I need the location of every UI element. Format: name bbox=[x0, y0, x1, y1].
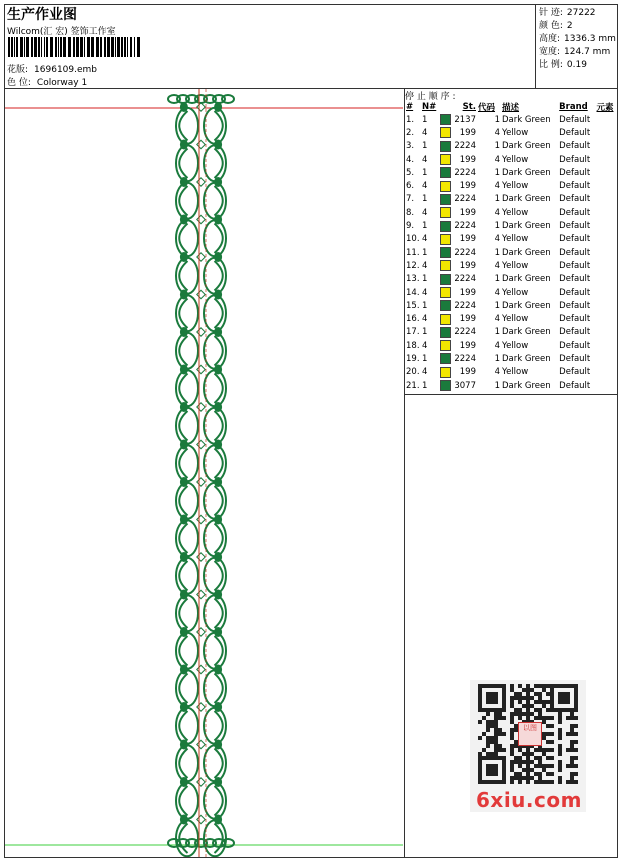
col-stitches: St. bbox=[462, 102, 476, 112]
table-row bbox=[405, 126, 617, 139]
cell-index: 8. bbox=[406, 207, 415, 218]
stats-panel bbox=[535, 4, 618, 88]
cell-swatch bbox=[439, 366, 453, 379]
cell-stitches: 2224 bbox=[454, 247, 476, 258]
cell-index: 1. bbox=[406, 114, 415, 125]
cell-element bbox=[596, 379, 618, 392]
cell-needle: 1 bbox=[422, 114, 428, 125]
stat-stitches: 针 迹: 27222 bbox=[539, 8, 596, 18]
cell-element bbox=[596, 312, 618, 325]
table-row bbox=[405, 352, 617, 365]
cell-swatch bbox=[439, 193, 453, 206]
col-description: 描述 bbox=[502, 103, 520, 113]
cell-element bbox=[596, 352, 618, 365]
cell-index: 16. bbox=[406, 314, 420, 325]
cell-stitches: 199 bbox=[459, 181, 476, 192]
cell-stitches: 3077 bbox=[454, 380, 476, 391]
cell-description: Dark Green bbox=[502, 194, 551, 205]
table-row bbox=[405, 326, 617, 339]
table-bottom-divider bbox=[404, 394, 618, 395]
design-file-label: 花版: bbox=[7, 65, 29, 75]
cell-element bbox=[596, 126, 618, 139]
cell-description: Dark Green bbox=[502, 167, 551, 178]
colorway-value: Colorway 1 bbox=[36, 78, 88, 88]
cell-code: 4 bbox=[494, 260, 500, 271]
colorway-line bbox=[7, 75, 87, 88]
cell-code: 1 bbox=[494, 274, 500, 285]
design-file-line bbox=[7, 62, 97, 75]
color-swatch bbox=[440, 300, 451, 311]
cell-index: 19. bbox=[406, 353, 420, 364]
cell-swatch bbox=[439, 126, 453, 139]
cell-code: 4 bbox=[494, 181, 500, 192]
table-header-row bbox=[405, 101, 617, 113]
cell-needle: 4 bbox=[422, 234, 428, 245]
col-swatch bbox=[439, 101, 453, 113]
table-row bbox=[405, 246, 617, 259]
cell-index: 7. bbox=[406, 194, 415, 205]
cell-element bbox=[596, 233, 618, 246]
cell-code: 4 bbox=[494, 234, 500, 245]
cell-index: 4. bbox=[406, 154, 415, 165]
barcode bbox=[8, 37, 140, 57]
cell-swatch bbox=[439, 286, 453, 299]
cell-index: 2. bbox=[406, 127, 415, 138]
cell-stitches: 199 bbox=[459, 207, 476, 218]
cell-code: 4 bbox=[494, 207, 500, 218]
color-swatch bbox=[440, 287, 451, 298]
color-swatch bbox=[440, 141, 451, 152]
cell-description: Yellow bbox=[502, 234, 529, 245]
cell-description: Yellow bbox=[502, 181, 529, 192]
color-swatch bbox=[440, 260, 451, 271]
embroidery-design bbox=[5, 89, 403, 857]
cell-needle: 1 bbox=[422, 380, 428, 391]
cell-needle: 1 bbox=[422, 221, 428, 232]
cell-element bbox=[596, 206, 618, 219]
cell-code: 1 bbox=[494, 167, 500, 178]
cell-index: 12. bbox=[406, 260, 420, 271]
cell-swatch bbox=[439, 179, 453, 192]
cell-needle: 4 bbox=[422, 340, 428, 351]
table-row bbox=[405, 339, 617, 352]
cell-code: 4 bbox=[494, 127, 500, 138]
color-swatch bbox=[440, 314, 451, 325]
cell-brand: Default bbox=[559, 167, 591, 178]
cell-swatch bbox=[439, 246, 453, 259]
stat-scale: 比 例: 0.19 bbox=[539, 60, 587, 70]
watermark-text: 6xiu.com bbox=[476, 788, 582, 812]
cell-description: Yellow bbox=[502, 260, 529, 271]
cell-code: 1 bbox=[494, 353, 500, 364]
color-swatch bbox=[440, 274, 451, 285]
cell-swatch bbox=[439, 312, 453, 325]
cell-index: 18. bbox=[406, 340, 420, 351]
cell-brand: Default bbox=[559, 234, 591, 245]
cell-description: Dark Green bbox=[502, 221, 551, 232]
page-title: 生产作业图 bbox=[7, 7, 77, 23]
cell-index: 15. bbox=[406, 300, 420, 311]
color-swatch bbox=[440, 194, 451, 205]
cell-index: 20. bbox=[406, 367, 420, 378]
col-index: # bbox=[406, 102, 414, 112]
cell-index: 13. bbox=[406, 274, 420, 285]
cell-stitches: 199 bbox=[459, 154, 476, 165]
cell-code: 4 bbox=[494, 367, 500, 378]
cell-brand: Default bbox=[559, 287, 591, 298]
cell-swatch bbox=[439, 153, 453, 166]
cell-stitches: 2224 bbox=[454, 327, 476, 338]
cell-swatch bbox=[439, 233, 453, 246]
cell-code: 4 bbox=[494, 340, 500, 351]
cell-index: 5. bbox=[406, 167, 415, 178]
cell-stitches: 199 bbox=[459, 314, 476, 325]
color-swatch bbox=[440, 234, 451, 245]
cell-description: Dark Green bbox=[502, 274, 551, 285]
table-row bbox=[405, 113, 617, 126]
cell-description: Dark Green bbox=[502, 327, 551, 338]
cell-description: Dark Green bbox=[502, 141, 551, 152]
cell-description: Yellow bbox=[502, 207, 529, 218]
cell-brand: Default bbox=[559, 380, 591, 391]
cell-swatch bbox=[439, 113, 453, 126]
cell-element bbox=[596, 299, 618, 312]
cell-brand: Default bbox=[559, 207, 591, 218]
cell-description: Dark Green bbox=[502, 114, 551, 125]
cell-needle: 4 bbox=[422, 127, 428, 138]
col-code: 代码 bbox=[478, 103, 496, 113]
cell-stitches: 2224 bbox=[454, 300, 476, 311]
cell-element bbox=[596, 179, 618, 192]
cell-index: 9. bbox=[406, 221, 415, 232]
cell-code: 1 bbox=[494, 194, 500, 205]
color-swatch bbox=[440, 127, 451, 138]
cell-code: 1 bbox=[494, 327, 500, 338]
cell-needle: 1 bbox=[422, 194, 428, 205]
color-swatch bbox=[440, 181, 451, 192]
cell-element bbox=[596, 366, 618, 379]
color-swatch bbox=[440, 154, 451, 165]
col-brand: Brand bbox=[559, 102, 588, 112]
cell-brand: Default bbox=[559, 314, 591, 325]
cell-brand: Default bbox=[559, 181, 591, 192]
cell-stitches: 2224 bbox=[454, 353, 476, 364]
cell-element bbox=[596, 246, 618, 259]
col-element: 元素 bbox=[596, 103, 614, 113]
cell-needle: 1 bbox=[422, 247, 428, 258]
cell-needle: 1 bbox=[422, 327, 428, 338]
color-swatch bbox=[440, 247, 451, 258]
cell-brand: Default bbox=[559, 221, 591, 232]
cell-code: 1 bbox=[494, 300, 500, 311]
cell-element bbox=[596, 219, 618, 232]
color-swatch bbox=[440, 221, 451, 232]
cell-element bbox=[596, 153, 618, 166]
cell-needle: 4 bbox=[422, 314, 428, 325]
table-row bbox=[405, 312, 617, 325]
stat-width: 宽度: 124.7 mm bbox=[539, 47, 611, 57]
cell-index: 11. bbox=[406, 247, 420, 258]
cell-brand: Default bbox=[559, 154, 591, 165]
cell-stitches: 199 bbox=[459, 287, 476, 298]
color-swatch bbox=[440, 380, 451, 391]
cell-element bbox=[596, 259, 618, 272]
cell-needle: 4 bbox=[422, 154, 428, 165]
table-row bbox=[405, 379, 617, 392]
cell-swatch bbox=[439, 352, 453, 365]
cell-brand: Default bbox=[559, 114, 591, 125]
cell-stitches: 2224 bbox=[454, 194, 476, 205]
color-swatch bbox=[440, 367, 451, 378]
cell-needle: 1 bbox=[422, 141, 428, 152]
cell-needle: 4 bbox=[422, 207, 428, 218]
cell-element bbox=[596, 140, 618, 153]
cell-swatch bbox=[439, 259, 453, 272]
cell-swatch bbox=[439, 379, 453, 392]
cell-element bbox=[596, 273, 618, 286]
stat-height: 高度: 1336.3 mm bbox=[539, 34, 616, 44]
cell-element bbox=[596, 339, 618, 352]
cell-stitches: 199 bbox=[459, 127, 476, 138]
cell-code: 4 bbox=[494, 154, 500, 165]
cell-index: 14. bbox=[406, 287, 420, 298]
company-name: Wilcom(汇 宏) 签饰工作室 bbox=[7, 27, 116, 37]
cell-stitches: 2224 bbox=[454, 274, 476, 285]
cell-index: 17. bbox=[406, 327, 420, 338]
cell-swatch bbox=[439, 166, 453, 179]
cell-brand: Default bbox=[559, 127, 591, 138]
color-swatch bbox=[440, 167, 451, 178]
cell-stitches: 2224 bbox=[454, 221, 476, 232]
cell-description: Yellow bbox=[502, 314, 529, 325]
table-row bbox=[405, 193, 617, 206]
cell-code: 1 bbox=[494, 114, 500, 125]
cell-brand: Default bbox=[559, 367, 591, 378]
cell-description: Dark Green bbox=[502, 300, 551, 311]
stat-colors: 颜 色: 2 bbox=[539, 21, 573, 31]
cell-description: Yellow bbox=[502, 340, 529, 351]
color-swatch bbox=[440, 340, 451, 351]
cell-index: 3. bbox=[406, 141, 415, 152]
table-row bbox=[405, 219, 617, 232]
cell-needle: 1 bbox=[422, 353, 428, 364]
cell-needle: 4 bbox=[422, 367, 428, 378]
cell-swatch bbox=[439, 299, 453, 312]
table-row bbox=[405, 233, 617, 246]
cell-stitches: 2224 bbox=[454, 141, 476, 152]
table-row bbox=[405, 366, 617, 379]
table-row bbox=[405, 286, 617, 299]
cell-description: Dark Green bbox=[502, 353, 551, 364]
cell-element bbox=[596, 326, 618, 339]
cell-description: Yellow bbox=[502, 367, 529, 378]
cell-description: Yellow bbox=[502, 287, 529, 298]
cell-stitches: 2137 bbox=[454, 114, 476, 125]
cell-code: 1 bbox=[494, 380, 500, 391]
cell-needle: 1 bbox=[422, 274, 428, 285]
cell-stitches: 199 bbox=[459, 340, 476, 351]
cell-element bbox=[596, 193, 618, 206]
color-swatch bbox=[440, 353, 451, 364]
cell-element bbox=[596, 113, 618, 126]
cell-swatch bbox=[439, 273, 453, 286]
cell-swatch bbox=[439, 339, 453, 352]
cell-brand: Default bbox=[559, 353, 591, 364]
stop-sequence-table bbox=[405, 101, 617, 392]
cell-brand: Default bbox=[559, 141, 591, 152]
cell-brand: Default bbox=[559, 247, 591, 258]
color-swatch bbox=[440, 207, 451, 218]
table-row bbox=[405, 179, 617, 192]
cell-description: Dark Green bbox=[502, 247, 551, 258]
cell-index: 10. bbox=[406, 234, 420, 245]
cell-brand: Default bbox=[559, 194, 591, 205]
color-swatch bbox=[440, 114, 451, 125]
cell-stitches: 2224 bbox=[454, 167, 476, 178]
embroidery-preview bbox=[5, 89, 403, 857]
cell-brand: Default bbox=[559, 274, 591, 285]
design-file-value: 1696109.emb bbox=[34, 65, 98, 75]
cell-index: 21. bbox=[406, 380, 420, 391]
cell-needle: 4 bbox=[422, 260, 428, 271]
table-row bbox=[405, 273, 617, 286]
cell-swatch bbox=[439, 326, 453, 339]
cell-needle: 1 bbox=[422, 167, 428, 178]
cell-description: Yellow bbox=[502, 127, 529, 138]
qr-center-logo: 以图 bbox=[518, 722, 542, 746]
cell-stitches: 199 bbox=[459, 260, 476, 271]
cell-code: 1 bbox=[494, 221, 500, 232]
cell-code: 4 bbox=[494, 287, 500, 298]
cell-description: Yellow bbox=[502, 154, 529, 165]
col-needle: N# bbox=[422, 102, 437, 112]
cell-code: 1 bbox=[494, 247, 500, 258]
table-row bbox=[405, 206, 617, 219]
cell-swatch bbox=[439, 140, 453, 153]
table-row bbox=[405, 299, 617, 312]
cell-brand: Default bbox=[559, 327, 591, 338]
table-row bbox=[405, 166, 617, 179]
cell-swatch bbox=[439, 219, 453, 232]
table-row bbox=[405, 140, 617, 153]
table-row bbox=[405, 259, 617, 272]
cell-needle: 1 bbox=[422, 300, 428, 311]
color-swatch bbox=[440, 327, 451, 338]
cell-stitches: 199 bbox=[459, 367, 476, 378]
cell-brand: Default bbox=[559, 340, 591, 351]
cell-swatch bbox=[439, 206, 453, 219]
table-row bbox=[405, 153, 617, 166]
stop-sequence-title: 停 止 顺 序 : bbox=[405, 92, 456, 102]
cell-brand: Default bbox=[559, 260, 591, 271]
cell-code: 1 bbox=[494, 141, 500, 152]
cell-needle: 4 bbox=[422, 287, 428, 298]
colorway-label: 色 位: bbox=[7, 78, 31, 88]
cell-element bbox=[596, 166, 618, 179]
cell-stitches: 199 bbox=[459, 234, 476, 245]
cell-needle: 4 bbox=[422, 181, 428, 192]
cell-code: 4 bbox=[494, 314, 500, 325]
cell-element bbox=[596, 286, 618, 299]
cell-brand: Default bbox=[559, 300, 591, 311]
cell-index: 6. bbox=[406, 181, 415, 192]
cell-description: Dark Green bbox=[502, 380, 551, 391]
